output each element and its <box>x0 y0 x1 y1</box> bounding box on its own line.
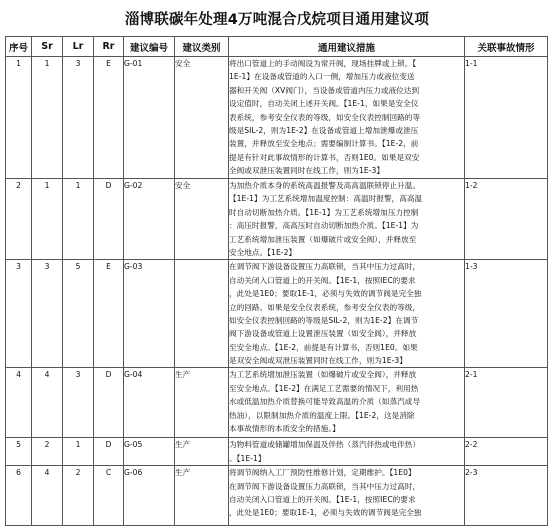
row-lr-cell: 3 <box>63 368 94 438</box>
row-rr-cell: D <box>94 438 124 466</box>
row-id-cell: G-03 <box>124 260 175 368</box>
measure-text-line: 至安全地点。【1E-2】在满足工艺需要的情况下，利用热 <box>229 383 419 393</box>
row-seq-cell: 6 <box>6 466 32 526</box>
row-sr-cell: 3 <box>32 260 63 368</box>
measure-text-line: 为物料管道或储罐增加保温及伴热（蒸汽伴热或电伴热） <box>229 440 421 450</box>
row-sr-cell: 1 <box>32 179 63 260</box>
header-measures: 通用建议措施 <box>229 37 465 57</box>
row-id-cell: G-04 <box>124 368 175 438</box>
measure-text-line: 如安全仪表控制回路的等级是SIL-2，则为1E-2】在调节 <box>229 315 419 325</box>
row-rr-cell: D <box>94 368 124 438</box>
header-lr: Lr <box>63 37 94 57</box>
row-sr-cell: 4 <box>32 466 63 526</box>
header-sr: Sr <box>32 37 63 57</box>
row-sr-cell: 4 <box>32 368 63 438</box>
measure-text-line: 【1E-1】为工艺系统增加温度控制：高温时报警，高高温 <box>229 194 423 204</box>
row-lr-cell: 2 <box>63 466 94 526</box>
measure-text-line: 在调节阀下游设备设置压力高联锁，当其中压力过高时， <box>229 262 421 272</box>
measure-text-line: ：高压时报警，高高压时自动切断加热介质。【1E-1】为 <box>229 221 419 231</box>
row-seq-cell: 3 <box>6 260 32 368</box>
row-measures-cell <box>229 57 465 179</box>
measure-text-line: 器和开关阀（XV阀门），当设备或管道内压力或液位达到 <box>229 85 420 95</box>
row-seq-cell: 4 <box>6 368 32 438</box>
row-category-cell: 生产 <box>175 438 229 466</box>
row-measures-cell <box>229 438 465 466</box>
row-lr-cell: 3 <box>63 57 94 179</box>
table-row <box>6 179 548 260</box>
row-category-cell: 生产 <box>175 368 229 438</box>
row-related-cell: 1-1 <box>465 57 548 179</box>
recommendations-table <box>5 36 548 526</box>
measure-text-line: 级是SIL-2，则为1E-2】在设备或管道上增加泄爆或泄压 <box>229 125 419 135</box>
measure-text-line: 将调节阀纳入工厂预防性维修计划，定期维护。【1E0】 <box>229 468 416 478</box>
measure-text-line: 工艺系统增加泄压装置（如爆破片或安全阀），并释放至 <box>229 234 417 244</box>
row-id-cell: G-01 <box>124 57 175 179</box>
table-header-row <box>6 37 548 57</box>
row-category-cell: 安全 <box>175 57 229 179</box>
row-seq-cell: 5 <box>6 438 32 466</box>
table-row <box>6 368 548 438</box>
measure-text-line: 本事故情形的本质安全的措施。】 <box>229 424 340 434</box>
row-id-cell: G-02 <box>124 179 175 260</box>
row-related-cell: 1-2 <box>465 179 548 260</box>
row-measures-cell <box>229 368 465 438</box>
measure-text-line: 水或低温加热介质替换可能导致高温的介质（如蒸汽或导 <box>229 397 421 407</box>
header-category: 建议类别 <box>175 37 229 57</box>
row-measures-cell <box>229 179 465 260</box>
measure-text-line: 时自动切断加热介质。【1E-1】为工艺系统增加压力控制 <box>229 207 419 217</box>
measure-text-line: 立的回路。如果是安全仪表系统，参考安全仪表的等级， <box>229 302 421 312</box>
table-row <box>6 260 548 368</box>
row-category-cell: 安全 <box>175 179 229 260</box>
header-related: 关联事故情形 <box>465 37 548 57</box>
row-rr-cell: E <box>94 260 124 368</box>
table-row <box>6 466 548 526</box>
measure-text-line: 安全地点。【1E-2】 <box>229 247 297 257</box>
measure-text-line: 提是有针对此事故情形的计算书，否则1E0。如果是双安 <box>229 152 420 162</box>
row-related-cell: 2-3 <box>465 466 548 526</box>
measure-text-line: 自动关闭入口管道上的开关阀。【1E-1，按照IEC的要求 <box>229 275 416 285</box>
measure-text-line: 在调节阀下游设备设置压力高联锁，当其中压力过高时， <box>229 481 421 491</box>
table-row <box>6 57 548 179</box>
table-row <box>6 438 548 466</box>
row-lr-cell: 5 <box>63 260 94 368</box>
row-sr-cell: 1 <box>32 57 63 179</box>
measure-text-line: 。【1E-1】 <box>229 453 266 463</box>
document-title: 淄博联碳年处理4万吨混合戊烷项目通用建议项 <box>124 12 430 28</box>
row-id-cell: G-06 <box>124 466 175 526</box>
row-seq-cell: 2 <box>6 179 32 260</box>
measure-text-line: 装置，并释放至安全地点；需要编制计算书。【1E-2，前 <box>229 139 419 149</box>
row-rr-cell: E <box>94 57 124 179</box>
row-rr-cell: C <box>94 466 124 526</box>
measure-text-line: 表系统，参考安全仪表的等级，如安全仪表控制回路的等 <box>229 112 421 122</box>
measure-text-line: ，此处是1E0；要取1E-1，必须与失效的调节阀是完全独 <box>229 289 422 299</box>
row-lr-cell: 1 <box>63 179 94 260</box>
row-measures-cell <box>229 260 465 368</box>
measure-text-line: ，此处是1E0；要取1E-1，必须与失效的调节阀是完全独 <box>229 508 422 518</box>
row-category-cell: 生产 <box>175 466 229 526</box>
header-id: 建议编号 <box>124 37 175 57</box>
row-related-cell: 2-1 <box>465 368 548 438</box>
row-rr-cell: D <box>94 179 124 260</box>
measure-text-line: 至安全地点。【1E-2，前提是有计算书，否则1E0。如果 <box>229 342 418 352</box>
header-rr: Rr <box>94 37 124 57</box>
measure-text-line: 热油），以限制加热介质的温度上限。【1E-2，这是消除 <box>229 410 415 420</box>
row-related-cell: 2-2 <box>465 438 548 466</box>
measure-text-line: 自动关闭入口管道上的开关阀。【1E-1，按照IEC的要求 <box>229 495 416 505</box>
measure-text-line: 阀下游设备或管道上设置泄压装置（如安全阀），并释放 <box>229 329 417 339</box>
row-category-cell <box>175 260 229 368</box>
row-related-cell: 1-3 <box>465 260 548 368</box>
row-measures-cell <box>229 466 465 526</box>
row-seq-cell: 1 <box>6 57 32 179</box>
measure-text-line: 为加热介质本身的系统高温报警及高高温联锁停止升温。 <box>229 181 421 190</box>
header-seq: 序号 <box>6 37 32 57</box>
measure-text-line: 全阀或双泄压装置同时在线工作，则为1E-3】 <box>229 166 384 176</box>
row-lr-cell: 1 <box>63 438 94 466</box>
measure-text-line: 是双安全阀或双泄压装置同时在线工作，则为1E-3】 <box>229 356 407 366</box>
measure-text-line: 1E-1】在设备或管道的入口一侧，增加压力或液位变送 <box>229 72 415 82</box>
row-id-cell: G-05 <box>124 438 175 466</box>
measure-text-line: 设定值时，自动关闭上述开关阀。【1E-1，如果是安全仪 <box>229 99 419 109</box>
measure-text-line: 为工艺系统增加泄压装置（如爆破片或安全阀），并释放 <box>229 370 417 380</box>
measure-text-line: 将出口管道上的手动阀设为常开阀，现场挂牌或上锁。【 <box>229 59 417 68</box>
row-sr-cell: 2 <box>32 438 63 466</box>
